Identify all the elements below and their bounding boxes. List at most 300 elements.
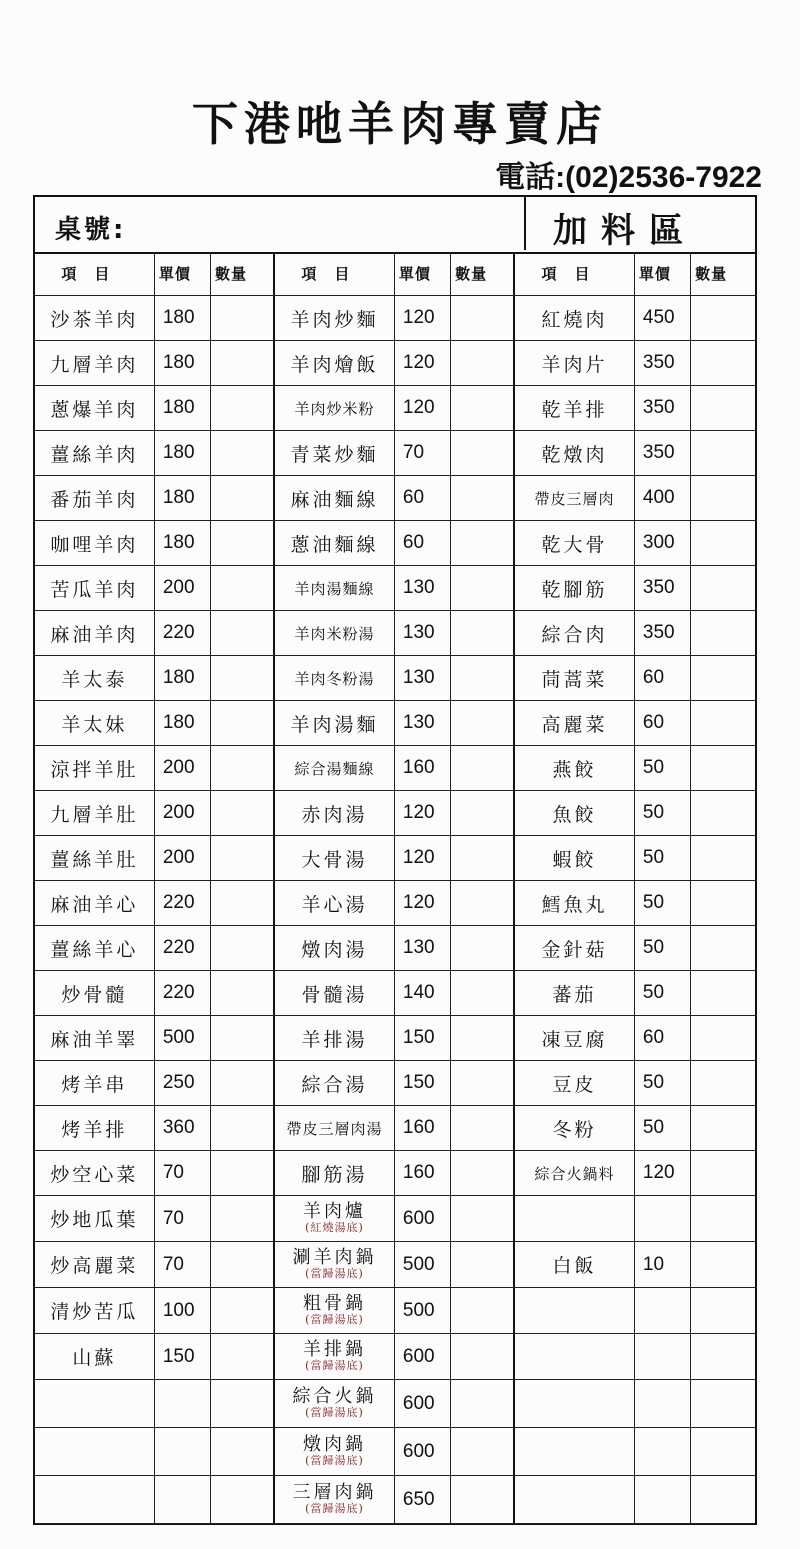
menu-item-name — [35, 1380, 155, 1427]
menu-item-price: 220 — [155, 926, 211, 970]
quantity-cell[interactable] — [211, 521, 275, 565]
quantity-cell[interactable] — [451, 1016, 515, 1060]
menu-item-price — [155, 1476, 211, 1523]
quantity-cell[interactable] — [211, 1334, 275, 1379]
menu-item-price: 50 — [635, 836, 691, 880]
col-header-qty: 數量 — [451, 252, 515, 295]
menu-item-name: 羊心湯 — [275, 881, 395, 925]
menu-item-name: 紅燒肉 — [515, 296, 635, 340]
menu-item-price: 500 — [395, 1288, 451, 1333]
menu-item-price: 60 — [635, 656, 691, 700]
menu-item-price: 60 — [635, 1016, 691, 1060]
menu-item-price: 350 — [635, 566, 691, 610]
quantity-cell[interactable] — [691, 701, 755, 745]
menu-item-price: 180 — [155, 521, 211, 565]
menu-item-price: 200 — [155, 566, 211, 610]
menu-item-name: 大骨湯 — [275, 836, 395, 880]
menu-item-price: 70 — [395, 431, 451, 475]
quantity-cell[interactable] — [691, 341, 755, 385]
menu-item-soup-base: (紅燒湯底) — [305, 1221, 364, 1235]
quantity-cell[interactable] — [211, 1428, 275, 1475]
quantity-cell[interactable] — [691, 791, 755, 835]
menu-item-name: 羊肉冬粉湯 — [275, 656, 395, 700]
menu-item-name: 燉肉湯 — [275, 926, 395, 970]
menu-item-name: 苦瓜羊肉 — [35, 566, 155, 610]
quantity-cell[interactable] — [691, 1061, 755, 1105]
column-header-row — [35, 252, 755, 296]
menu-item-price: 180 — [155, 476, 211, 520]
menu-item-price: 60 — [395, 521, 451, 565]
quantity-cell[interactable] — [691, 386, 755, 430]
menu-item-price: 50 — [635, 746, 691, 790]
menu-row — [35, 1196, 755, 1242]
menu-row — [35, 476, 755, 521]
menu-item-name: 薑絲羊肚 — [35, 836, 155, 880]
quantity-cell[interactable] — [691, 1106, 755, 1150]
menu-item-name: 帶皮三層肉 — [515, 476, 635, 520]
menu-item-price: 120 — [395, 881, 451, 925]
menu-item-price: 150 — [395, 1061, 451, 1105]
menu-row — [35, 1428, 755, 1476]
menu-row — [35, 566, 755, 611]
quantity-cell[interactable] — [451, 881, 515, 925]
menu-item-name: 羊肉炒麵 — [275, 296, 395, 340]
menu-item-name: 金針菇 — [515, 926, 635, 970]
menu-item-name: 羊肉片 — [515, 341, 635, 385]
menu-item-name: 骨髓湯 — [275, 971, 395, 1015]
menu-item-name: 羊太泰 — [35, 656, 155, 700]
menu-item-price — [635, 1288, 691, 1333]
menu-item-name — [515, 1288, 635, 1333]
menu-item-price: 130 — [395, 701, 451, 745]
menu-item-name: 羊肉炒米粉 — [275, 386, 395, 430]
quantity-cell[interactable] — [211, 836, 275, 880]
menu-item-price: 160 — [395, 746, 451, 790]
quantity-cell[interactable] — [211, 1016, 275, 1060]
menu-item-price: 450 — [635, 296, 691, 340]
quantity-cell[interactable] — [211, 476, 275, 520]
menu-item-price: 300 — [635, 521, 691, 565]
quantity-cell[interactable] — [211, 296, 275, 340]
menu-item-name — [515, 1196, 635, 1241]
menu-item-name: 凍豆腐 — [515, 1016, 635, 1060]
quantity-cell[interactable] — [691, 1380, 755, 1427]
quantity-cell[interactable] — [211, 1380, 275, 1427]
menu-item-name: 烤羊排 — [35, 1106, 155, 1150]
menu-row — [35, 1061, 755, 1106]
quantity-cell[interactable] — [211, 1242, 275, 1287]
menu-item-price: 200 — [155, 836, 211, 880]
quantity-cell[interactable] — [691, 1016, 755, 1060]
menu-row — [35, 836, 755, 881]
menu-item-name: 蕃茄 — [515, 971, 635, 1015]
quantity-cell[interactable] — [451, 656, 515, 700]
quantity-cell[interactable] — [451, 1196, 515, 1241]
menu-item-price: 50 — [635, 1106, 691, 1150]
phone-number: 電話:(02)2536-7922 — [495, 161, 762, 194]
menu-item-price — [635, 1380, 691, 1427]
menu-item-price: 120 — [635, 1151, 691, 1195]
menu-item-name: 乾燉肉 — [515, 431, 635, 475]
quantity-cell[interactable] — [211, 656, 275, 700]
menu-row — [35, 701, 755, 746]
menu-row — [35, 1151, 755, 1196]
menu-item-price: 70 — [155, 1242, 211, 1287]
menu-item-price: 360 — [155, 1106, 211, 1150]
quantity-cell[interactable] — [451, 971, 515, 1015]
menu-item-price: 150 — [395, 1016, 451, 1060]
quantity-cell[interactable] — [211, 1196, 275, 1241]
quantity-cell[interactable] — [691, 881, 755, 925]
menu-item-name: 炒空心菜 — [35, 1151, 155, 1195]
quantity-cell[interactable] — [451, 1061, 515, 1105]
menu-item-soup-base: (當歸湯底) — [305, 1502, 364, 1516]
menu-item-name: 乾大骨 — [515, 521, 635, 565]
menu-row — [35, 1016, 755, 1061]
menu-item-main: 燉肉鍋 — [302, 1434, 366, 1456]
quantity-cell[interactable] — [211, 1106, 275, 1150]
menu-item-price — [155, 1380, 211, 1427]
quantity-cell[interactable] — [691, 1151, 755, 1195]
quantity-cell[interactable] — [691, 476, 755, 520]
menu-item-price: 600 — [395, 1334, 451, 1379]
menu-item-price: 500 — [155, 1016, 211, 1060]
menu-item-name: 山蘇 — [35, 1334, 155, 1379]
menu-item-name: 赤肉湯 — [275, 791, 395, 835]
shop-title: 下港吔羊肉專賣店 — [192, 97, 608, 151]
quantity-cell[interactable] — [451, 701, 515, 745]
menu-item-price: 50 — [635, 971, 691, 1015]
quantity-cell[interactable] — [451, 611, 515, 655]
menu-item-name — [275, 1428, 395, 1475]
menu-item-price: 650 — [395, 1476, 451, 1523]
menu-item-name: 麻油麵線 — [275, 476, 395, 520]
menu-item-price: 350 — [635, 341, 691, 385]
menu-item-name: 涼拌羊肚 — [35, 746, 155, 790]
menu-item-name: 羊排湯 — [275, 1016, 395, 1060]
menu-item-price: 140 — [395, 971, 451, 1015]
menu-item-name — [275, 1380, 395, 1427]
menu-item-name: 蔥爆羊肉 — [35, 386, 155, 430]
quantity-cell[interactable] — [691, 1242, 755, 1287]
menu-item-main: 粗骨鍋 — [302, 1293, 366, 1315]
menu-item-name: 鱈魚丸 — [515, 881, 635, 925]
col-header-item: 項目 — [515, 252, 635, 295]
menu-item-name: 青菜炒麵 — [275, 431, 395, 475]
menu-item-soup-base: (當歸湯底) — [305, 1313, 364, 1327]
quantity-cell[interactable] — [451, 296, 515, 340]
menu-row — [35, 791, 755, 836]
menu-item-name: 炒骨髓 — [35, 971, 155, 1015]
menu-row — [35, 611, 755, 656]
sheet-header — [35, 197, 755, 254]
menu-row — [35, 1242, 755, 1288]
quantity-cell[interactable] — [451, 746, 515, 790]
menu-item-price: 250 — [155, 1061, 211, 1105]
menu-item-name: 羊肉湯麵 — [275, 701, 395, 745]
quantity-cell[interactable] — [691, 611, 755, 655]
quantity-cell[interactable] — [211, 566, 275, 610]
quantity-cell[interactable] — [691, 431, 755, 475]
menu-item-price: 120 — [395, 296, 451, 340]
menu-item-price: 150 — [155, 1334, 211, 1379]
menu-row — [35, 971, 755, 1016]
menu-item-price: 220 — [155, 611, 211, 655]
menu-row — [35, 881, 755, 926]
quantity-cell[interactable] — [451, 431, 515, 475]
menu-item-name: 炒高麗菜 — [35, 1242, 155, 1287]
quantity-cell[interactable] — [211, 341, 275, 385]
menu-item-price: 100 — [155, 1288, 211, 1333]
menu-item-name: 薑絲羊肉 — [35, 431, 155, 475]
menu-item-price: 180 — [155, 341, 211, 385]
quantity-cell[interactable] — [211, 1476, 275, 1523]
quantity-cell[interactable] — [211, 881, 275, 925]
menu-item-name: 清炒苦瓜 — [35, 1288, 155, 1333]
menu-row — [35, 341, 755, 386]
quantity-cell[interactable] — [211, 1288, 275, 1333]
quantity-cell[interactable] — [451, 1151, 515, 1195]
quantity-cell[interactable] — [211, 746, 275, 790]
menu-item-name: 羊太妹 — [35, 701, 155, 745]
menu-item-name — [275, 1242, 395, 1287]
menu-item-name: 燕餃 — [515, 746, 635, 790]
menu-item-name — [275, 1288, 395, 1333]
quantity-cell[interactable] — [691, 566, 755, 610]
quantity-cell[interactable] — [691, 836, 755, 880]
quantity-cell[interactable] — [451, 1476, 515, 1523]
menu-item-price: 160 — [395, 1106, 451, 1150]
menu-item-name — [35, 1476, 155, 1523]
menu-item-price: 180 — [155, 656, 211, 700]
menu-item-price: 350 — [635, 431, 691, 475]
menu-item-name: 咖哩羊肉 — [35, 521, 155, 565]
col-header-qty: 數量 — [211, 252, 275, 295]
quantity-cell[interactable] — [211, 1061, 275, 1105]
menu-item-price: 50 — [635, 1061, 691, 1105]
quantity-cell[interactable] — [451, 386, 515, 430]
menu-item-name: 炒地瓜葉 — [35, 1196, 155, 1241]
menu-row — [35, 386, 755, 431]
menu-item-price: 60 — [635, 701, 691, 745]
menu-item-name: 綜合肉 — [515, 611, 635, 655]
table-number-label: 桌號: — [55, 215, 127, 245]
menu-item-name: 腳筋湯 — [275, 1151, 395, 1195]
menu-item-name: 九層羊肚 — [35, 791, 155, 835]
menu-item-name: 魚餃 — [515, 791, 635, 835]
menu-item-name — [515, 1380, 635, 1427]
menu-item-name: 白飯 — [515, 1242, 635, 1287]
quantity-cell[interactable] — [211, 791, 275, 835]
menu-item-price: 120 — [395, 341, 451, 385]
menu-item-name — [275, 1476, 395, 1523]
menu-grid — [35, 252, 755, 1524]
menu-item-name — [275, 1196, 395, 1241]
menu-item-main: 綜合火鍋 — [292, 1386, 377, 1408]
menu-item-name: 蝦餃 — [515, 836, 635, 880]
menu-item-main: 三層肉鍋 — [292, 1482, 377, 1504]
menu-item-name: 麻油羊肉 — [35, 611, 155, 655]
menu-item-price: 180 — [155, 386, 211, 430]
menu-item-main: 羊肉爐 — [302, 1201, 366, 1223]
quantity-cell[interactable] — [691, 1196, 755, 1241]
menu-item-price: 130 — [395, 566, 451, 610]
menu-item-name: 麻油羊睪 — [35, 1016, 155, 1060]
menu-item-price — [635, 1334, 691, 1379]
menu-item-name: 羊肉米粉湯 — [275, 611, 395, 655]
menu-item-price: 50 — [635, 926, 691, 970]
menu-row — [35, 296, 755, 341]
quantity-cell[interactable] — [451, 566, 515, 610]
menu-item-price: 120 — [395, 836, 451, 880]
menu-item-price: 600 — [395, 1380, 451, 1427]
quantity-cell[interactable] — [451, 791, 515, 835]
menu-item-name — [515, 1334, 635, 1379]
menu-item-price: 180 — [155, 701, 211, 745]
menu-item-price: 500 — [395, 1242, 451, 1287]
menu-item-name: 沙茶羊肉 — [35, 296, 155, 340]
quantity-cell[interactable] — [691, 971, 755, 1015]
menu-item-price: 50 — [635, 881, 691, 925]
menu-row — [35, 1334, 755, 1380]
menu-item-price: 60 — [395, 476, 451, 520]
menu-item-price — [635, 1428, 691, 1475]
menu-item-price: 50 — [635, 791, 691, 835]
menu-item-price: 120 — [395, 386, 451, 430]
menu-item-price: 70 — [155, 1151, 211, 1195]
menu-row — [35, 1106, 755, 1151]
order-sheet-table — [33, 195, 757, 1525]
header-divider — [524, 197, 526, 250]
quantity-cell[interactable] — [451, 1428, 515, 1475]
quantity-cell[interactable] — [211, 926, 275, 970]
quantity-cell[interactable] — [451, 1242, 515, 1287]
menu-item-price: 130 — [395, 611, 451, 655]
menu-item-name — [515, 1476, 635, 1523]
menu-item-name: 冬粉 — [515, 1106, 635, 1150]
menu-row — [35, 431, 755, 476]
menu-item-name: 帶皮三層肉湯 — [275, 1106, 395, 1150]
menu-item-name: 高麗菜 — [515, 701, 635, 745]
menu-item-soup-base: (當歸湯底) — [305, 1359, 364, 1373]
col-header-price: 單價 — [155, 252, 211, 295]
menu-item-main: 涮羊肉鍋 — [292, 1247, 377, 1269]
menu-item-price — [155, 1428, 211, 1475]
menu-item-name: 烤羊串 — [35, 1061, 155, 1105]
menu-item-price: 10 — [635, 1242, 691, 1287]
quantity-cell[interactable] — [211, 386, 275, 430]
menu-item-name — [515, 1428, 635, 1475]
menu-row — [35, 1476, 755, 1524]
quantity-cell[interactable] — [451, 1334, 515, 1379]
menu-item-main: 羊排鍋 — [302, 1339, 366, 1361]
quantity-cell[interactable] — [451, 1288, 515, 1333]
menu-item-name: 綜合湯麵線 — [275, 746, 395, 790]
menu-item-price: 180 — [155, 431, 211, 475]
menu-item-price: 160 — [395, 1151, 451, 1195]
col-header-item: 項目 — [275, 252, 395, 295]
quantity-cell[interactable] — [451, 1380, 515, 1427]
quantity-cell[interactable] — [691, 1428, 755, 1475]
menu-row — [35, 656, 755, 701]
menu-item-name: 乾羊排 — [515, 386, 635, 430]
menu-item-price — [635, 1196, 691, 1241]
menu-item-name: 綜合火鍋料 — [515, 1151, 635, 1195]
quantity-cell[interactable] — [691, 521, 755, 565]
quantity-cell[interactable] — [451, 521, 515, 565]
menu-item-price: 200 — [155, 791, 211, 835]
menu-item-price: 70 — [155, 1196, 211, 1241]
quantity-cell[interactable] — [691, 926, 755, 970]
menu-item-price — [635, 1476, 691, 1523]
menu-item-name — [35, 1428, 155, 1475]
menu-item-price: 120 — [395, 791, 451, 835]
quantity-cell[interactable] — [691, 656, 755, 700]
menu-row — [35, 926, 755, 971]
menu-item-name: 薑絲羊心 — [35, 926, 155, 970]
menu-item-name: 羊肉燴飯 — [275, 341, 395, 385]
menu-item-name — [275, 1334, 395, 1379]
menu-row — [35, 746, 755, 791]
quantity-cell[interactable] — [691, 1288, 755, 1333]
quantity-cell[interactable] — [451, 1106, 515, 1150]
menu-item-name: 麻油羊心 — [35, 881, 155, 925]
menu-item-soup-base: (當歸湯底) — [305, 1454, 364, 1468]
menu-item-name: 豆皮 — [515, 1061, 635, 1105]
quantity-cell[interactable] — [451, 341, 515, 385]
quantity-cell[interactable] — [211, 971, 275, 1015]
menu-item-price: 350 — [635, 611, 691, 655]
col-header-price: 單價 — [395, 252, 451, 295]
menu-item-soup-base: (當歸湯底) — [305, 1267, 364, 1281]
menu-item-price: 200 — [155, 746, 211, 790]
menu-item-name: 蔥油麵線 — [275, 521, 395, 565]
menu-item-price: 220 — [155, 881, 211, 925]
col-header-price: 單價 — [635, 252, 691, 295]
menu-item-price: 600 — [395, 1428, 451, 1475]
quantity-cell[interactable] — [211, 1151, 275, 1195]
menu-item-price: 130 — [395, 656, 451, 700]
menu-item-price: 180 — [155, 296, 211, 340]
col-header-item: 項目 — [35, 252, 155, 295]
menu-item-price: 350 — [635, 386, 691, 430]
quantity-cell[interactable] — [691, 1334, 755, 1379]
quantity-cell[interactable] — [691, 1476, 755, 1523]
menu-item-price: 400 — [635, 476, 691, 520]
quantity-cell[interactable] — [211, 431, 275, 475]
menu-item-price: 130 — [395, 926, 451, 970]
menu-item-soup-base: (當歸湯底) — [305, 1406, 364, 1420]
quantity-cell[interactable] — [451, 476, 515, 520]
menu-item-name: 乾腳筋 — [515, 566, 635, 610]
menu-item-price: 600 — [395, 1196, 451, 1241]
quantity-cell[interactable] — [451, 836, 515, 880]
menu-row — [35, 1380, 755, 1428]
menu-item-name: 羊肉湯麵線 — [275, 566, 395, 610]
quantity-cell[interactable] — [211, 701, 275, 745]
quantity-cell[interactable] — [691, 746, 755, 790]
menu-item-name: 九層羊肉 — [35, 341, 155, 385]
col-header-qty: 數量 — [695, 265, 728, 283]
menu-item-price: 220 — [155, 971, 211, 1015]
quantity-cell[interactable] — [211, 611, 275, 655]
menu-row — [35, 521, 755, 566]
menu-item-name: 番茄羊肉 — [35, 476, 155, 520]
quantity-cell[interactable] — [691, 296, 755, 340]
menu-item-name: 綜合湯 — [275, 1061, 395, 1105]
menu-item-name: 茼蒿菜 — [515, 656, 635, 700]
quantity-cell[interactable] — [451, 926, 515, 970]
